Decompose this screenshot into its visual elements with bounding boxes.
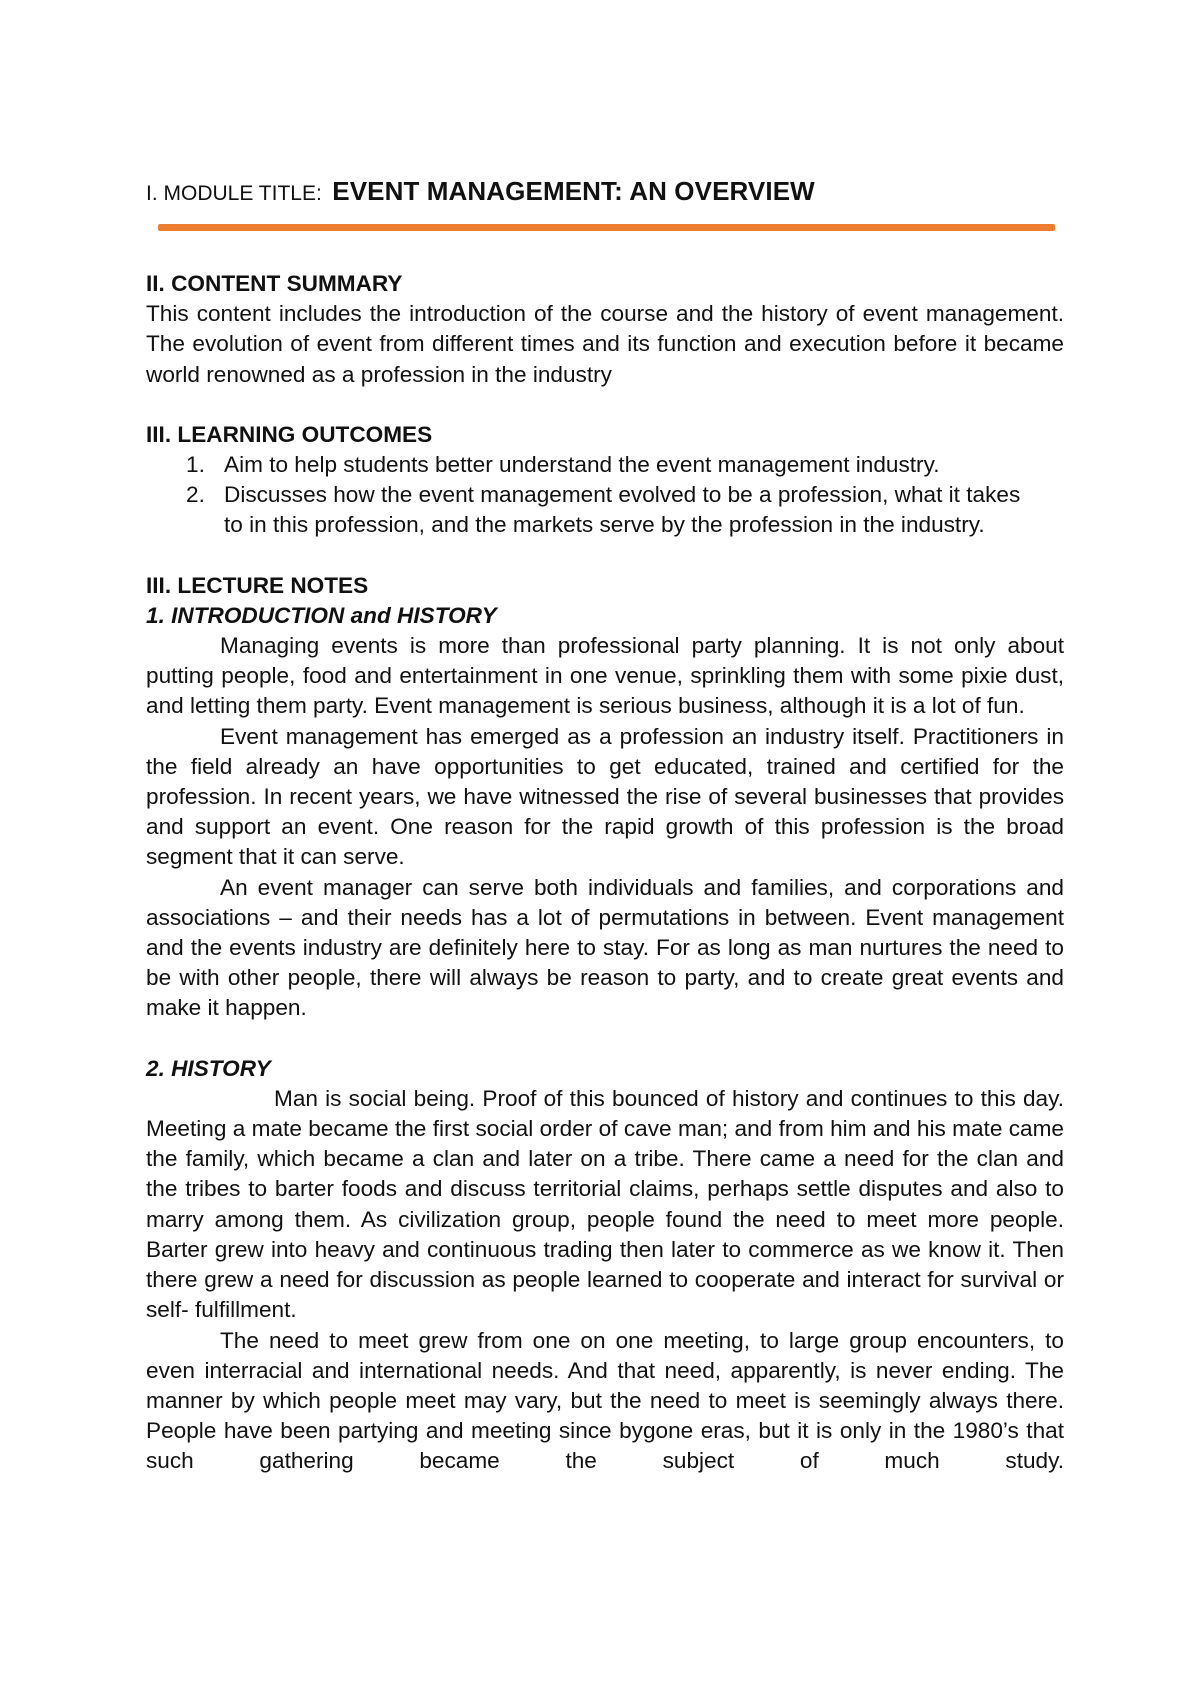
section-2-paragraph: Man is social being. Proof of this bounced of history and continues to this day. Meeting a mate became the first social order of cave man; and from him and his mate came the family, which became a clan and later on a tribe. There came a need for the clan and the tribes to barter foods and discuss territorial claims, perhaps settle disputes and also to marry among them. As civilization group, people found the need to meet more people. Barter grew into heavy and continuous trading then later to commerce as we know it. Then there grew a need for discussion as people learned to cooperate and interact for survival or self- fulfillment. [146, 1085, 1064, 1323]
list-item-text: Aim to help students better understand the event management industry. [224, 452, 940, 478]
section-1-paragraph: Managing events is more than professional party planning. It is not only about putting people, food and entertainment in one venue, sprinkling them with some pixie dust, and letting them party. Event management is serious business, although it is a lot of fun. [146, 633, 1064, 719]
title-underline-rule [158, 224, 1055, 231]
list-item [146, 450, 1064, 480]
list-item-text: Discusses how the event management evolved to be a profession, what it takes to in this profession, and the markets serve by the profession in the industry. [224, 482, 1021, 538]
lecture-notes-heading: III. LECTURE NOTES [146, 572, 369, 598]
module-title-row [146, 176, 815, 207]
section-1-title: 1. INTRODUCTION and HISTORY [146, 602, 497, 628]
content-summary-heading: II. CONTENT SUMMARY [146, 271, 403, 296]
list-item-number: 1. [186, 452, 205, 478]
document-content [146, 269, 1064, 1477]
module-title-prefix: I. MODULE TITLE: [146, 182, 322, 205]
section-2-title: 2. HISTORY [146, 1055, 271, 1081]
list-item-number: 2. [186, 482, 205, 508]
learning-outcomes-heading: III. LEARNING OUTCOMES [146, 421, 433, 447]
section-1-paragraph: Event management has emerged as a profession an industry itself. Practitioners in the field already an have opportunities to get educated, trained and certified for the profession. In recent years, we have witnessed the rise of several businesses that provides and support an event. One reason for the rapid growth of this profession is the broad segment that it can serve. [146, 723, 1064, 870]
learning-outcomes-list [146, 450, 1064, 541]
content-summary-text: This content includes the introduction of the course and the history of event management. The evolution of event from different times and its function and execution before it became world renowned as a profession in the industry [146, 301, 1064, 387]
list-item [146, 480, 1064, 540]
module-title: EVENT MANAGEMENT: AN OVERVIEW [332, 176, 815, 206]
section-1-paragraph: An event manager can serve both individuals and families, and corporations and associations – and their needs has a lot of permutations in between. Event management and the events industry are definitely here to stay. For as long as man nurtures the need to be with other people, there will always be reason to party, and to create great events and make it happen. [146, 874, 1064, 1021]
section-2-paragraph: The need to meet grew from one on one meeting, to large group encounters, to even interracial and international needs. And that need, apparently, is never ending. The manner by which people meet may vary, but the need to meet is seemingly always there. People have been partying and meeting since bygone eras, but it is only in the 1980’s that such gathering became the subject of much study. [146, 1327, 1064, 1474]
